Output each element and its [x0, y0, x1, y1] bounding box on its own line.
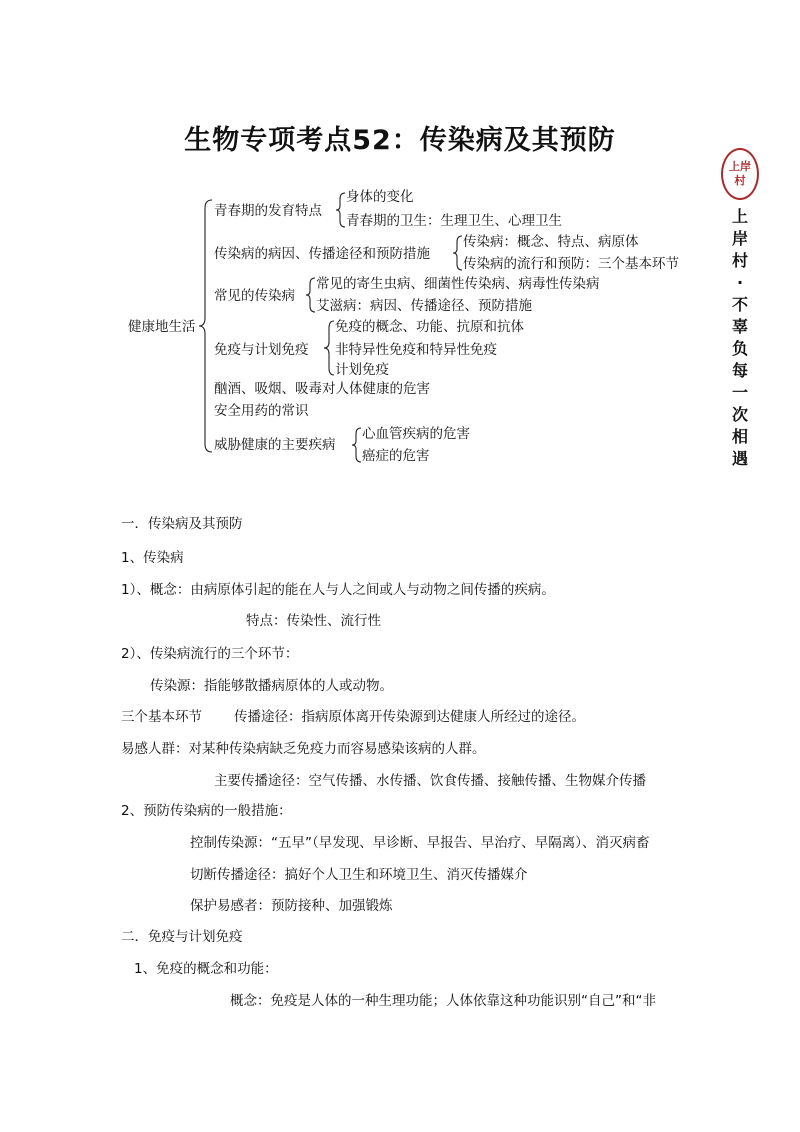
- mindmap-branch-alcohol: 酗酒、吸烟、吸毒对人体健康的危害: [214, 381, 430, 397]
- mindmap-leaf: 传染病的流行和预防：三个基本环节: [463, 256, 679, 272]
- slogan-char: 岸: [731, 229, 748, 248]
- mindmap-braces: [0, 0, 800, 480]
- brace-b2: [453, 236, 462, 270]
- subsection-heading: 2、预防传染病的一般措施：: [121, 803, 292, 819]
- mindmap-leaf: 艾滋病：病因、传播途径、预防措施: [316, 298, 532, 314]
- paragraph: 切断传播途径：搞好个人卫生和环境卫生、消灭传播媒介: [190, 867, 528, 883]
- slogan-char: 遇: [731, 449, 748, 468]
- paragraph: 易感人群：对某种传染病缺乏免疫力而容易感染该病的人群。: [121, 741, 486, 757]
- mindmap-leaf: 青春期的卫生：生理卫生、心理卫生: [346, 213, 562, 229]
- slogan-char: 不: [731, 295, 748, 314]
- slogan-char: 上: [731, 207, 748, 226]
- mindmap-leaf: 常见的寄生虫病、细菌性传染病、病毒性传染病: [316, 276, 600, 292]
- brace-b7: [352, 428, 361, 462]
- mindmap-leaf: 癌症的危害: [362, 448, 430, 464]
- paragraph: 保护易感者：预防接种、加强锻炼: [190, 898, 393, 914]
- mindmap-leaf: 传染病：概念、特点、病原体: [463, 234, 639, 250]
- paragraph: 2）、传染病流行的三个环节：: [121, 646, 299, 662]
- seal-stamp: 上岸村: [721, 148, 759, 200]
- brace-main: [199, 200, 212, 452]
- brace-b3: [306, 278, 315, 312]
- mindmap-branch-medicine: 安全用药的常识: [214, 403, 309, 419]
- mindmap-branch-immunity: 免疫与计划免疫: [214, 342, 309, 358]
- slogan-char: 相: [731, 427, 748, 446]
- mindmap-branch-puberty: 青春期的发育特点: [214, 203, 322, 219]
- paragraph: 特点：传染性、流行性: [246, 613, 381, 629]
- paragraph: 传染源：指能够散播病原体的人或动物。: [150, 678, 393, 694]
- slogan-char: 负: [731, 339, 748, 358]
- mindmap-leaf: 计划免疫: [335, 362, 389, 378]
- slogan-char: 次: [731, 405, 748, 424]
- slogan-char: ·: [736, 273, 744, 292]
- slogan-char: 村: [731, 251, 748, 270]
- subsection-heading: 1、传染病: [121, 550, 184, 566]
- section-heading: 二．免疫与计划免疫: [121, 929, 243, 945]
- slogan-char: 一: [731, 383, 748, 402]
- mindmap-leaf: 免疫的概念、功能、抗原和抗体: [335, 319, 524, 335]
- paragraph: 控制传染源：“五早”（早发现、早诊断、早报告、早治疗、早隔离）、消灭病畜: [190, 835, 650, 851]
- slogan-char: 辜: [731, 317, 748, 336]
- mindmap-branch-diseases: 威胁健康的主要疾病: [214, 437, 336, 453]
- mindmap-leaf: 身体的变化: [346, 189, 414, 205]
- section-heading: 一．传染病及其预防: [121, 516, 243, 532]
- paragraph-label: 三个基本环节: [121, 709, 202, 725]
- slogan-char: 每: [731, 361, 748, 380]
- mindmap-root: 健康地生活: [128, 319, 196, 335]
- mindmap-branch-common-disease: 常见的传染病: [214, 288, 295, 304]
- paragraph: 传播途径：指病原体离开传染源到达健康人所经过的途径。: [234, 709, 585, 725]
- mindmap-leaf: 非特异性免疫和特异性免疫: [335, 342, 497, 358]
- paragraph: 主要传播途径：空气传播、水传播、饮食传播、接触传播、生物媒介传播: [214, 773, 646, 789]
- brace-b4: [324, 321, 334, 375]
- mindmap-branch-infection: 传染病的病因、传播途径和预防措施: [214, 246, 430, 262]
- paragraph: 概念：免疫是人体的一种生理功能；人体依靠这种功能识别“自己”和“非: [230, 993, 656, 1009]
- page-title: 生物专项考点52：传染病及其预防: [184, 125, 616, 156]
- paragraph: 1）、概念：由病原体引起的能在人与人之间或人与动物之间传播的疾病。: [121, 582, 555, 598]
- mindmap-leaf: 心血管疾病的危害: [362, 426, 470, 442]
- brace-b1: [336, 193, 345, 227]
- subsection-heading: 1、免疫的概念和功能：: [134, 961, 278, 977]
